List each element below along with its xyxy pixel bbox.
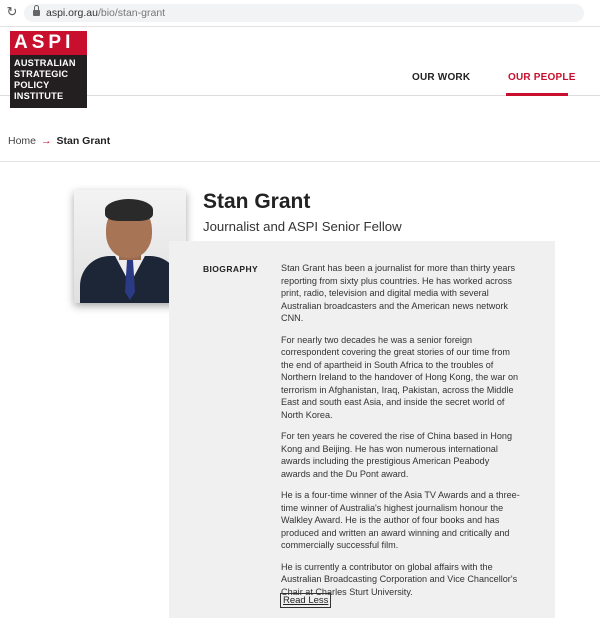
biography-text: [281, 262, 521, 607]
logo-wordmark: [10, 55, 87, 102]
arrow-right-icon: →: [41, 135, 52, 147]
site-header: [0, 27, 600, 101]
profile-title: Journalist and ASPI Senior Fellow: [203, 219, 402, 234]
url-text: [46, 6, 165, 20]
bio-paragraph: He is currently a contributor on global affairs with the Australian Broadcasting Corporation and Vice Chancellor's Chair at Charles Sturt University.: [281, 561, 518, 597]
read-less-button[interactable]: Read Less: [280, 593, 331, 608]
logo-line-3: POLICY: [14, 80, 50, 90]
nav-our-people[interactable]: OUR PEOPLE: [508, 72, 576, 83]
breadcrumb-current: Stan Grant: [56, 135, 111, 147]
logo-acronym: ASPI: [10, 31, 87, 55]
bio-paragraph: He is a four-time winner of the Asia TV Awards and a three-time winner of Australia's highest journalism honour the Walkley Award. He is the author of four books and has produced and written an award winning and critically and commercially successful film.: [281, 490, 520, 550]
breadcrumb: [8, 134, 110, 148]
url-host: aspi.org.au: [46, 7, 98, 19]
lock-icon: [33, 8, 40, 16]
url-path: /bio/stan-grant: [97, 7, 166, 19]
reload-icon[interactable]: ↻: [6, 4, 18, 19]
biography-label: BIOGRAPHY: [203, 264, 259, 274]
bio-paragraph: Stan Grant has been a journalist for more than thirty years reporting from sixty plus countries. He has worked across print, radio, television and digital media with several Australian broadcasters and the American news network CNN.: [281, 263, 516, 323]
logo-line-1: AUSTRALIAN: [14, 58, 76, 68]
profile-name: Stan Grant: [203, 190, 311, 213]
breadcrumb-home[interactable]: Home: [8, 135, 37, 147]
nav-our-work[interactable]: OUR WORK: [412, 72, 471, 83]
address-bar[interactable]: [24, 4, 584, 22]
logo-line-2: STRATEGIC: [14, 69, 69, 79]
bio-paragraph: For nearly two decades he was a senior foreign correspondent covering the great stories of our time from the end of apartheid in South Africa to the troubles of Northern Ireland to the handover of Hong Kong, the war on terrorism in Afghanistan, Iraq, Pakistan, across the Middle East and south east Asia, and inside the secret world of North Korea.: [281, 334, 519, 420]
aspi-logo[interactable]: [10, 31, 87, 108]
bio-paragraph: For ten years he covered the rise of China based in Hong Kong and Beijing. He has won numerous international awards including the prestigious American Peabody awards and the Du Pont award.: [281, 431, 513, 479]
nav-active-indicator: [506, 93, 568, 96]
logo-line-4: INSTITUTE: [14, 91, 64, 101]
divider: [0, 161, 600, 162]
browser-toolbar: [0, 0, 600, 27]
